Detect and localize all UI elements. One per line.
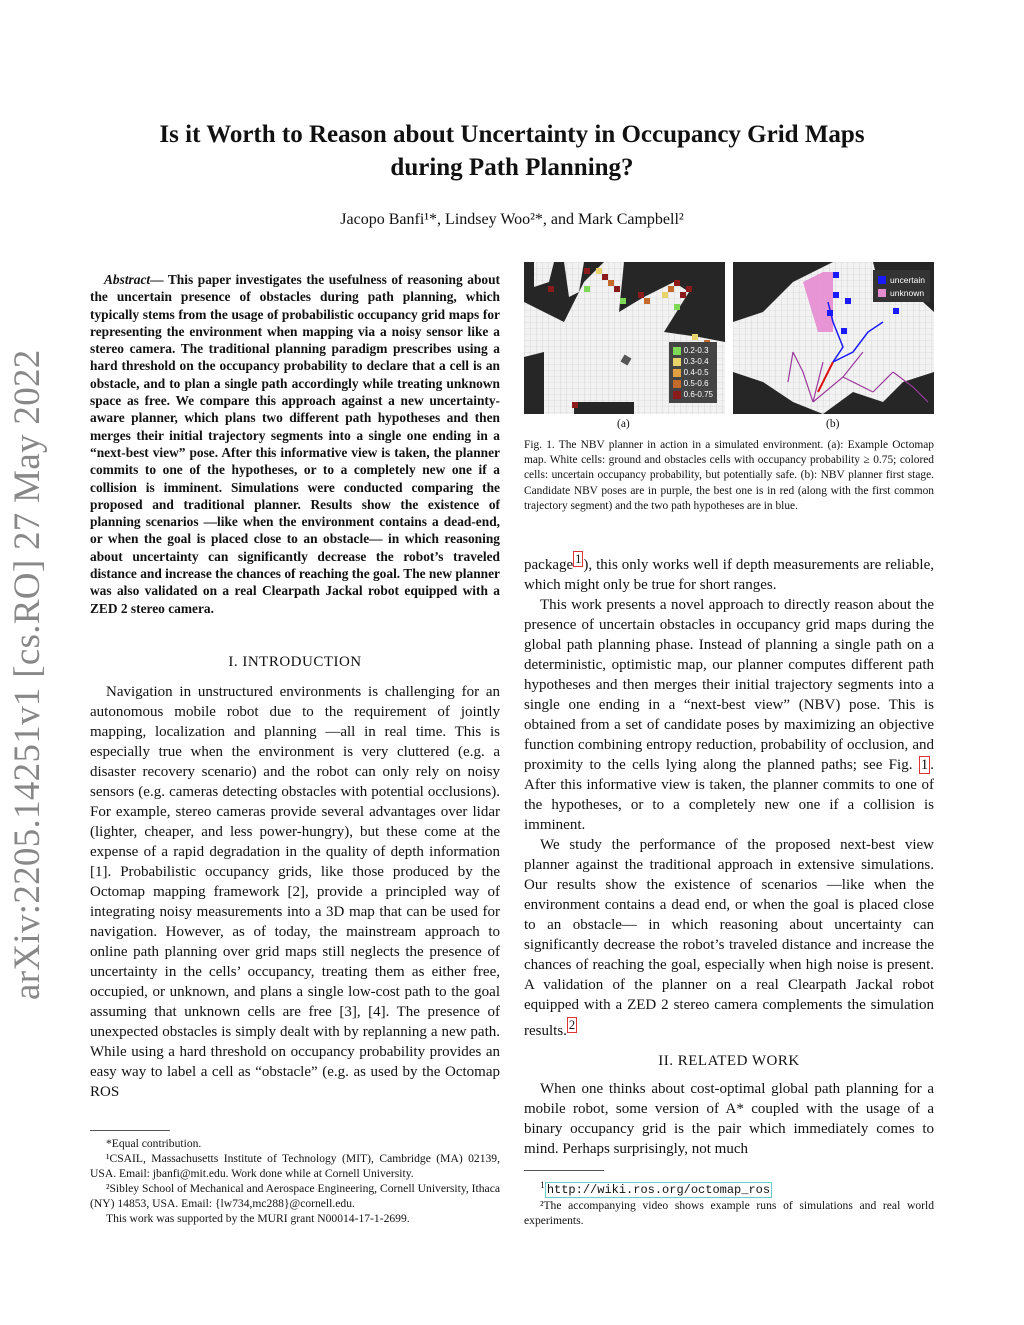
- footnote-1: $^1$ http://wiki.ros.org/octomap_ros: [540, 1180, 771, 1197]
- paragraph-study: We study the performance of the proposed next-best view planner against the traditional approach in extensive simulations. Our results show the existence of scenarios —like when the environment contains a dead end, or when the goal is placed close to an obstacle— in which reasoning about uncertainty can significantly decrease the robot’s traveled distance and increase the chances of reaching the goal, especially when high noise is present. A validation of the planner on a real Clearpath Jackal robot equipped with a ZED 2 stereo camera complements the simulation results. $^2$: [524, 837, 934, 1039]
- paragraph-continued: package $^1$ ), this only works well if depth measurements are reliable, which might only be true for short ranges.: [524, 552, 934, 593]
- legend-swatch: [673, 380, 681, 388]
- section-heading-introduction: I. INTRODUCTION: [228, 654, 362, 670]
- probability-legend: [669, 342, 717, 403]
- figure-panel-a: [524, 262, 725, 414]
- legend-item: 0.3-0.4: [673, 356, 713, 367]
- intro-paragraph: Navigation in unstructured environments is challenging for an autonomous mobile robot due to the requirement of jointly mapping, localization and planning —all in real time. This is especially true when the environment is very cluttered (e.g. a disaster recovery scenario) and the robot can only rely on noisy sensors (e.g. cameras detecting obstacles with potential occlusions). For example, stereo cameras provide several advantages over lidar (lighter, cheaper, and less power-hungry), but these come at the expense of a rapid degradation in the quality of depth information [1]. Probabilistic occupancy grids, like those produced by the Octomap mapping framework [2], provide a principled way of integrating noisy measurements into a 3D map that can be used for navigation. However, as of today, the mainstream approach to online path planning over grid maps still neglects the presence of uncertainty in the cells’ occupancy, treating them as either free, occupied, or unknown, and plans a single low-cost path to the goal assuming that unknown cells are free [3], [4]. The presence of unexpected obstacles is simply dealt with by replanning a new path. While using a hard threshold on occupancy probability provides an easy way to label a cell as “obstacle” (e.g. as used by the Octomap ROS: [90, 684, 500, 1100]
- right-column-text: [524, 549, 934, 1159]
- subfigure-label-b: (b): [826, 418, 840, 430]
- legend-swatch: [673, 391, 681, 399]
- title-line-1: Is it Worth to Reason about Uncertainty in Occupancy Grid Maps: [159, 121, 865, 148]
- abstract-label: Abstract: [104, 272, 151, 287]
- footnote-affil-2: ²Sibley School of Mechanical and Aerospace Engineering, Cornell University, Ithaca (NY) 14853, USA. Email: {lw734,mc288}@cornell.edu.: [90, 1182, 500, 1210]
- footnote-divider: [90, 1130, 170, 1131]
- legend-item: 0.2-0.3: [673, 345, 713, 356]
- paper-title: [90, 118, 934, 184]
- arxiv-identifier: arXiv:2205.14251v1 [cs.RO] 27 May 2022: [7, 349, 48, 1000]
- subfigure-label-a: (a): [617, 418, 630, 430]
- figure-panel-b: [733, 262, 934, 414]
- footnote-equal: *Equal contribution.: [106, 1137, 202, 1150]
- legend-item: 0.4-0.5: [673, 367, 713, 378]
- title-line-2: during Path Planning?: [390, 154, 634, 181]
- footnote-2: ²The accompanying video shows example runs of simulations and real world experiments.: [524, 1198, 934, 1227]
- path-legend: [873, 270, 930, 302]
- section-heading-related-work: II. RELATED WORK: [658, 1053, 800, 1069]
- authors: Jacopo Banfi¹*, Lindsey Woo²*, and Mark Campbell²: [340, 211, 684, 228]
- legend-item: uncertain: [878, 273, 925, 286]
- abstract: [90, 271, 500, 617]
- legend-swatch: [673, 369, 681, 377]
- footnote-affil-1: ¹CSAIL, Massachusetts Institute of Technology (MIT), Cambridge (MA) 02139, USA. Email: jbanfi@mit.edu. Work done while at Cornell University.: [90, 1152, 500, 1180]
- abstract-text: — This paper investigates the usefulness of reasoning about the uncertain presence of obstacles during path planning, which typically stems from the usage of probabilistic occupancy grid maps for representing the environment when mapping via a noisy sensor like a stereo camera. The traditional planning paradigm prescribes using a hard threshold on the occupancy probability to declare that a cell is an obstacle, and to plan a single path accordingly while treating unknown space as free. We compare this approach against a new uncertainty-aware planner, which plans two different path hypotheses and then merges their initial trajectory segments into a single one ending in a “next-best view” pose. After this informative view is taken, the planner commits to one of the hypotheses, or to a completely new one if a collision is imminent. Simulations were conducted comparing the proposed and traditional planner. Results show the existence of planning scenarios —like when the environment contains a dead-end, or when the goal is placed close to an obstacle— in which reasoning about uncertainty can significantly decrease the robot’s traveled distance and increase the chances of reaching the goal. The new planner was also validated on a real Clearpath Jackal robot equipped with a ZED 2 stereo camera.: [90, 272, 500, 616]
- introduction-section: [90, 652, 500, 1102]
- paragraph-approach: This work presents a novel approach to directly reason about the presence of uncertain obstacles in occupancy grid maps during the global path planning phase. Instead of planning a single path on a deterministic, optimistic map, our planner computes different path hypotheses and then merges their initial trajectory segments into a single one ending in a “next-best view” (NBV) pose. This is obtained from a set of candidate poses by maximizing an objective function combining entropy reduction, probability of occlusion, and proximity to the cells lying along the planned paths; see Fig. 1 . After this informative view is taken, the planner commits to one of the hypotheses, or to a completely new one if a collision is imminent.: [524, 597, 934, 833]
- legend-item: 0.5-0.6: [673, 378, 713, 389]
- footnote-ref-1[interactable]: 1: [575, 552, 582, 566]
- legend-item: unknown: [878, 286, 925, 299]
- footnote-divider-right: [524, 1170, 604, 1171]
- footnotes-left: [90, 1136, 500, 1226]
- footnotes-right: [524, 1178, 934, 1228]
- legend-item: 0.6-0.75: [673, 389, 713, 400]
- legend-swatch: [673, 347, 681, 355]
- octomap-ros-link[interactable]: http://wiki.ros.org/octomap_ros: [546, 1182, 771, 1197]
- legend-swatch: [673, 358, 681, 366]
- footnote-funding: This work was supported by the MURI grant N00014-17-1-2699.: [106, 1212, 410, 1225]
- legend-swatch: [878, 276, 886, 284]
- figure-ref-1[interactable]: 1: [920, 757, 929, 773]
- related-work-paragraph: When one thinks about cost-optimal global path planning for a mobile robot, some version of A* coupled with the usage of a binary occupancy grid is the pair which immediately comes to mind. Perhaps surprisingly, not much: [524, 1081, 934, 1157]
- legend-swatch: [878, 289, 886, 297]
- figure-caption: Fig. 1. The NBV planner in action in a simulated environment. (a): Example Octomap map. White cells: ground and obstacles cells with occupancy probability ≥ 0.75; colored cells: uncertain occupancy probability, but potentially safe. (b): NBV planner first stage. Candidate NBV poses are in purple, the best one is in red (along with the first common trajectory segment) and the two path hypotheses are in blue.: [524, 439, 934, 512]
- footnote-ref-2[interactable]: 2: [568, 1018, 576, 1032]
- figure-1: [524, 262, 934, 412]
